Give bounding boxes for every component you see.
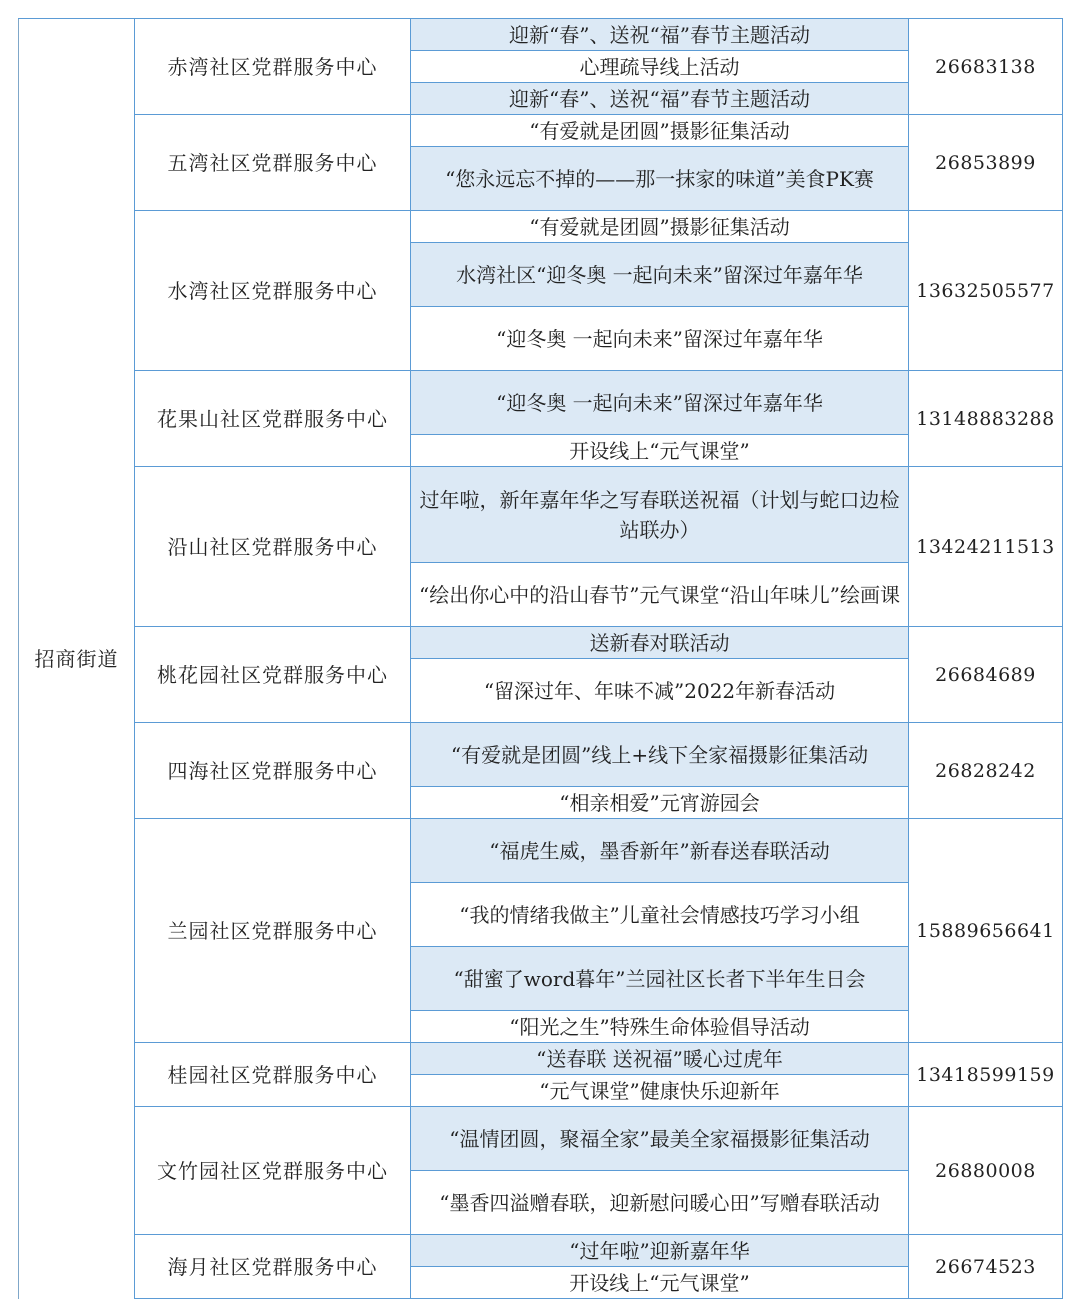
- contact-phone: 13148883288: [909, 371, 1063, 467]
- table-row: [19, 211, 1063, 243]
- table-row: [19, 19, 1063, 51]
- activity-cell: “福虎生威，墨香新年”新春送春联活动: [411, 819, 909, 883]
- activity-cell: “温情团圆，聚福全家”最美全家福摄影征集活动: [411, 1107, 909, 1171]
- activity-cell: “相亲相爱”元宵游园会: [411, 787, 909, 819]
- service-center-name: 四海社区党群服务中心: [135, 723, 411, 819]
- service-center-name: 花果山社区党群服务中心: [135, 371, 411, 467]
- district-cell: 招商街道: [19, 19, 135, 1299]
- activity-cell: 迎新“春”、送祝“福”春节主题活动: [411, 19, 909, 51]
- service-center-name: 水湾社区党群服务中心: [135, 211, 411, 371]
- table-row: [19, 1107, 1063, 1171]
- activity-cell: “有爱就是团圆”线上+线下全家福摄影征集活动: [411, 723, 909, 787]
- activity-cell: 过年啦，新年嘉年华之写春联送祝福（计划与蛇口边检站联办）: [411, 467, 909, 563]
- activity-cell: “您永远忘不掉的——那一抹家的味道”美食PK赛: [411, 147, 909, 211]
- activity-cell: 开设线上“元气课堂”: [411, 1267, 909, 1299]
- activity-cell: “迎冬奥 一起向未来”留深过年嘉年华: [411, 371, 909, 435]
- service-center-name: 桃花园社区党群服务中心: [135, 627, 411, 723]
- activity-cell: “我的情绪我做主”儿童社会情感技巧学习小组: [411, 883, 909, 947]
- activity-cell: 开设线上“元气课堂”: [411, 435, 909, 467]
- service-center-name: 沿山社区党群服务中心: [135, 467, 411, 627]
- activity-cell: “元气课堂”健康快乐迎新年: [411, 1075, 909, 1107]
- contact-phone: 26684689: [909, 627, 1063, 723]
- contact-phone: 26880008: [909, 1107, 1063, 1235]
- activity-cell: “甜蜜了word暮年”兰园社区长者下半年生日会: [411, 947, 909, 1011]
- activity-table: [18, 18, 1063, 1299]
- activity-cell: 心理疏导线上活动: [411, 51, 909, 83]
- contact-phone: 26683138: [909, 19, 1063, 115]
- activity-cell: “留深过年、年味不减”2022年新春活动: [411, 659, 909, 723]
- table-row: [19, 819, 1063, 883]
- activity-cell: “送春联 送祝福”暖心过虎年: [411, 1043, 909, 1075]
- contact-phone: 13418599159: [909, 1043, 1063, 1107]
- activity-cell: “有爱就是团圆”摄影征集活动: [411, 115, 909, 147]
- service-center-name: 赤湾社区党群服务中心: [135, 19, 411, 115]
- service-center-name: 五湾社区党群服务中心: [135, 115, 411, 211]
- service-center-name: 海月社区党群服务中心: [135, 1235, 411, 1299]
- activity-cell: “迎冬奥 一起向未来”留深过年嘉年华: [411, 307, 909, 371]
- activity-cell: “有爱就是团圆”摄影征集活动: [411, 211, 909, 243]
- table-row: [19, 723, 1063, 787]
- contact-phone: 15889656641: [909, 819, 1063, 1043]
- activity-cell: “过年啦”迎新嘉年华: [411, 1235, 909, 1267]
- activity-cell: 迎新“春”、送祝“福”春节主题活动: [411, 83, 909, 115]
- activity-cell: “阳光之生”特殊生命体验倡导活动: [411, 1011, 909, 1043]
- table-row: [19, 1235, 1063, 1267]
- contact-phone: 26853899: [909, 115, 1063, 211]
- contact-phone: 13632505577: [909, 211, 1063, 371]
- service-center-name: 桂园社区党群服务中心: [135, 1043, 411, 1107]
- activity-cell: “墨香四溢赠春联，迎新慰问暖心田”写赠春联活动: [411, 1171, 909, 1235]
- activity-cell: 送新春对联活动: [411, 627, 909, 659]
- contact-phone: 26674523: [909, 1235, 1063, 1299]
- activity-cell: 水湾社区“迎冬奥 一起向未来”留深过年嘉年华: [411, 243, 909, 307]
- table-row: [19, 371, 1063, 435]
- table-row: [19, 627, 1063, 659]
- service-center-name: 文竹园社区党群服务中心: [135, 1107, 411, 1235]
- activity-cell: “绘出你心中的沿山春节”元气课堂“沿山年味儿”绘画课: [411, 563, 909, 627]
- service-center-name: 兰园社区党群服务中心: [135, 819, 411, 1043]
- table-row: [19, 115, 1063, 147]
- table-row: [19, 467, 1063, 563]
- contact-phone: 26828242: [909, 723, 1063, 819]
- contact-phone: 13424211513: [909, 467, 1063, 627]
- table-row: [19, 1043, 1063, 1075]
- activity-table-body: [19, 19, 1063, 1299]
